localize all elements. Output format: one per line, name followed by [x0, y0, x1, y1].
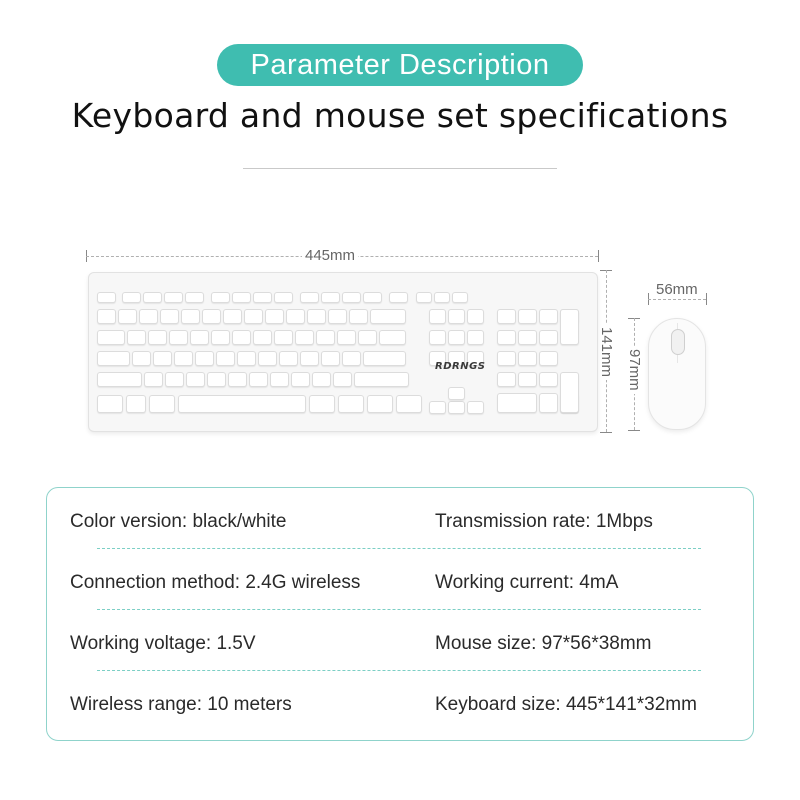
keyboard-depth-label: 141mm — [598, 324, 614, 380]
keyboard-key — [467, 401, 484, 414]
keyboard-key — [211, 292, 230, 303]
keyboard-key — [270, 372, 289, 387]
keyboard-key — [118, 309, 137, 324]
keyboard-key — [429, 309, 446, 324]
keyboard-key — [211, 330, 230, 345]
spec-transmission-rate: Transmission rate: 1Mbps — [435, 511, 653, 532]
keyboard-key — [429, 330, 446, 345]
keyboard-key — [467, 330, 484, 345]
keyboard-key — [307, 309, 326, 324]
mouse-length-label: 97mm — [626, 346, 642, 394]
spec-color-version: Color version: black/white — [70, 511, 287, 532]
keyboard-key — [97, 351, 130, 366]
spec-wireless-range: Wireless range: 10 meters — [70, 694, 292, 715]
keyboard-key — [518, 351, 537, 366]
keyboard-key — [97, 395, 123, 413]
spec-row-divider — [97, 670, 701, 671]
keyboard-brand-logo: RDRNGS — [435, 361, 486, 372]
mouse-scroll-wheel — [671, 329, 685, 355]
mouse-width-label: 56mm — [653, 282, 701, 298]
keyboard-key — [497, 309, 516, 324]
spec-mouse-size: Mouse size: 97*56*38mm — [435, 633, 652, 654]
keyboard-key — [560, 309, 579, 345]
keyboard-key — [174, 351, 193, 366]
keyboard-illustration — [88, 272, 598, 432]
spec-connection-method: Connection method: 2.4G wireless — [70, 572, 361, 593]
keyboard-key — [333, 372, 352, 387]
keyboard-key — [228, 372, 247, 387]
keyboard-key — [291, 372, 310, 387]
spec-keyboard-size: Keyboard size: 445*141*32mm — [435, 694, 697, 715]
keyboard-key — [97, 292, 116, 303]
keyboard-key — [232, 292, 251, 303]
keyboard-key — [153, 351, 172, 366]
keyboard-key — [497, 393, 537, 413]
keyboard-key — [448, 401, 465, 414]
keyboard-key — [518, 372, 537, 387]
keyboard-key — [389, 292, 408, 303]
keyboard-key — [223, 309, 242, 324]
keyboard-key — [149, 395, 175, 413]
keyboard-key — [337, 330, 356, 345]
keyboard-key — [143, 292, 162, 303]
keyboard-key — [448, 387, 465, 400]
keyboard-key — [207, 372, 226, 387]
spec-working-current: Working current: 4mA — [435, 572, 619, 593]
keyboard-key — [312, 372, 331, 387]
title-divider — [243, 168, 557, 169]
keyboard-key — [216, 351, 235, 366]
keyboard-key — [518, 330, 537, 345]
keyboard-key — [148, 330, 167, 345]
keyboard-key — [518, 309, 537, 324]
keyboard-key — [274, 292, 293, 303]
keyboard-key — [244, 309, 263, 324]
keyboard-key — [363, 351, 406, 366]
keyboard-key — [539, 393, 558, 413]
keyboard-key — [338, 395, 364, 413]
keyboard-key — [165, 372, 184, 387]
keyboard-key — [97, 372, 142, 387]
keyboard-key — [363, 292, 382, 303]
keyboard-key — [139, 309, 158, 324]
keyboard-key — [237, 351, 256, 366]
keyboard-key — [286, 309, 305, 324]
keyboard-key — [97, 330, 125, 345]
keyboard-key — [164, 292, 183, 303]
keyboard-key — [379, 330, 406, 345]
keyboard-key — [279, 351, 298, 366]
keyboard-key — [328, 309, 347, 324]
keyboard-key — [185, 292, 204, 303]
keyboard-width-label: 445mm — [302, 248, 358, 264]
keyboard-key — [309, 395, 335, 413]
keyboard-key — [300, 351, 319, 366]
keyboard-key — [539, 351, 558, 366]
keyboard-key — [539, 372, 558, 387]
keyboard-key — [181, 309, 200, 324]
keyboard-key — [144, 372, 163, 387]
keyboard-key — [448, 330, 465, 345]
keyboard-key — [321, 292, 340, 303]
keyboard-key — [195, 351, 214, 366]
keyboard-key — [253, 330, 272, 345]
spec-row-divider — [97, 609, 701, 610]
keyboard-key — [202, 309, 221, 324]
keyboard-key — [274, 330, 293, 345]
keyboard-key — [265, 309, 284, 324]
keyboard-key — [160, 309, 179, 324]
keyboard-key — [232, 330, 251, 345]
keyboard-key — [539, 309, 558, 324]
keyboard-key — [429, 401, 446, 414]
keyboard-key — [349, 309, 368, 324]
keyboard-key — [178, 395, 306, 413]
spec-working-voltage: Working voltage: 1.5V — [70, 633, 256, 654]
page-title: Keyboard and mouse set specifications — [71, 96, 729, 135]
keyboard-key — [370, 309, 406, 324]
keyboard-key — [295, 330, 314, 345]
keyboard-key — [190, 330, 209, 345]
keyboard-key — [186, 372, 205, 387]
keyboard-key — [452, 292, 468, 303]
keyboard-key — [358, 330, 377, 345]
keyboard-key — [253, 292, 272, 303]
keyboard-key — [448, 309, 465, 324]
keyboard-key — [321, 351, 340, 366]
keyboard-key — [497, 351, 516, 366]
keyboard-key — [367, 395, 393, 413]
keyboard-key — [560, 372, 579, 413]
keyboard-key — [539, 330, 558, 345]
mouse-illustration — [648, 318, 706, 430]
keyboard-key — [258, 351, 277, 366]
keyboard-key — [396, 395, 422, 413]
keyboard-key — [122, 292, 141, 303]
keyboard-key — [316, 330, 335, 345]
keyboard-key — [342, 351, 361, 366]
spec-row-divider — [97, 548, 701, 549]
keyboard-key — [497, 372, 516, 387]
keyboard-key — [169, 330, 188, 345]
keyboard-key — [97, 309, 116, 324]
keyboard-key — [467, 309, 484, 324]
keyboard-key — [300, 292, 319, 303]
section-pill-label: Parameter Description — [217, 44, 583, 86]
keyboard-key — [342, 292, 361, 303]
keyboard-key — [434, 292, 450, 303]
keyboard-key — [132, 351, 151, 366]
keyboard-key — [416, 292, 432, 303]
keyboard-key — [126, 395, 146, 413]
keyboard-key — [127, 330, 146, 345]
keyboard-key — [497, 330, 516, 345]
keyboard-key — [249, 372, 268, 387]
keyboard-key — [354, 372, 409, 387]
